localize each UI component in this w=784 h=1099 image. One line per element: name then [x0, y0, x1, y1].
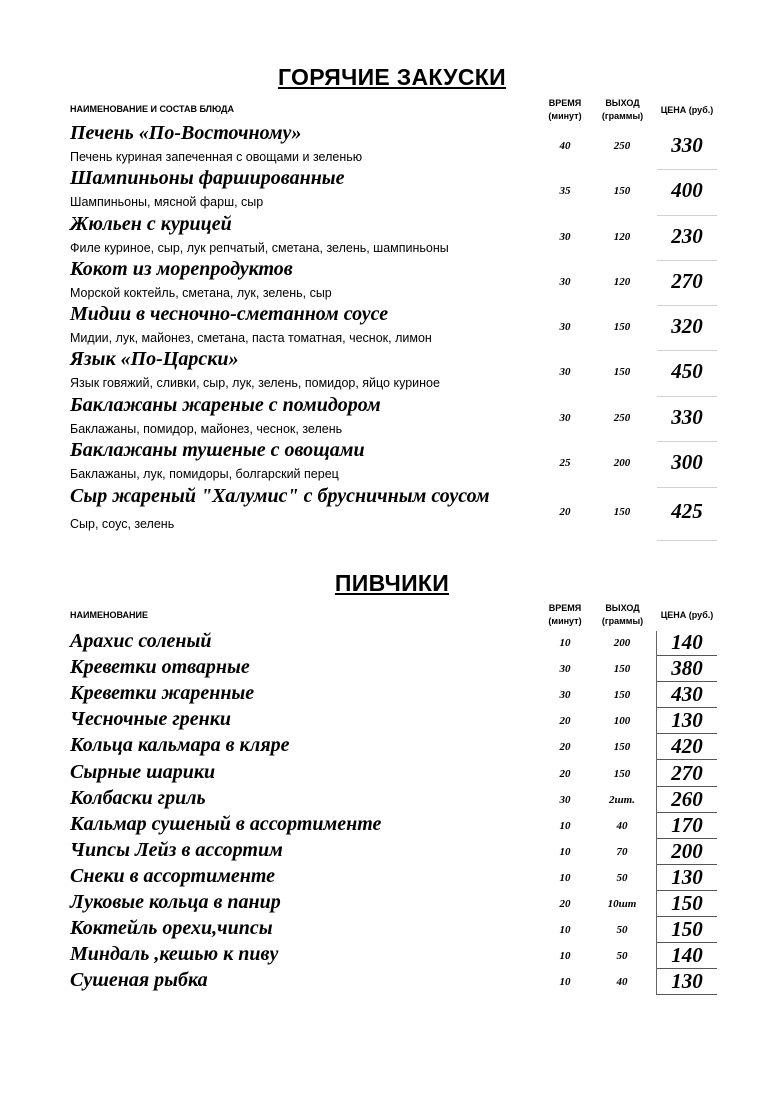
item-price: 425 [671, 499, 703, 523]
dish-description: Сыр, соус, зелень [70, 517, 175, 531]
portion-weight: 250 [613, 412, 631, 424]
item-price: 270 [671, 269, 703, 293]
item-price: 140 [671, 630, 703, 654]
portion-weight: 120 [613, 231, 631, 243]
item-price: 260 [671, 787, 703, 811]
dish-name: Сушеная рыбка [70, 969, 208, 991]
cook-time: 30 [559, 276, 571, 288]
item-price: 380 [671, 656, 703, 680]
item-price: 400 [671, 178, 703, 202]
row-divider [657, 215, 717, 216]
portion-weight: 150 [613, 366, 631, 378]
column-header-output [595, 97, 650, 123]
item-price: 330 [671, 405, 703, 429]
dish-description: Печень куриная запеченная с овощами и зеленью [70, 150, 363, 164]
cook-time: 20 [559, 506, 571, 518]
dish-name: Баклажаны жареные с помидором [70, 394, 381, 416]
item-price: 430 [671, 682, 703, 706]
column-header-time-label: ВРЕМЯ [548, 98, 582, 108]
dish-description: Баклажаны, помидор, майонез, чеснок, зелень [70, 422, 343, 436]
cook-time: 10 [559, 820, 571, 832]
cook-time: 20 [559, 741, 571, 753]
cook-time: 30 [559, 321, 571, 333]
cook-time: 20 [559, 768, 571, 780]
portion-weight: 150 [613, 768, 631, 780]
dish-description: Филе куриное, сыр, лук репчатый, сметана, зелень, шампиньоны [70, 241, 449, 255]
portion-weight: 100 [613, 715, 631, 727]
column-header-name-beer: НАИМЕНОВАНИЕ [70, 610, 148, 620]
cook-time: 30 [559, 689, 571, 701]
item-price: 320 [671, 314, 703, 338]
dish-name: Снеки в ассортименте [70, 865, 276, 887]
row-divider [657, 540, 717, 541]
cook-time: 10 [559, 976, 571, 988]
column-header-time-unit: (минут) [548, 616, 582, 626]
item-price: 150 [671, 917, 703, 941]
row-divider [657, 305, 717, 306]
price-column-border [656, 631, 657, 995]
portion-weight: 200 [613, 457, 631, 469]
dish-description: Мидии, лук, майонез, сметана, паста томатная, чеснок, лимон [70, 331, 432, 345]
dish-description: Язык говяжий, сливки, сыр, лук, зелень, помидор, яйцо куриное [70, 376, 440, 390]
cook-time: 10 [559, 637, 571, 649]
dish-name: Баклажаны тушеные с овощами [70, 439, 365, 461]
portion-weight: 50 [616, 924, 628, 936]
row-divider [657, 169, 717, 170]
section-title-beer: ПИВЧИКИ [334, 570, 450, 596]
dish-name: Луковые кольца в панир [70, 891, 281, 913]
row-divider [657, 260, 717, 261]
item-price: 270 [671, 761, 703, 785]
column-header-output-label: ВЫХОД [605, 603, 640, 613]
column-header-output-unit: (граммы) [601, 616, 644, 626]
dish-name: Шампиньоны фаршированные [70, 167, 345, 189]
portion-weight: 120 [613, 276, 631, 288]
portion-weight: 50 [616, 950, 628, 962]
item-price: 150 [671, 891, 703, 915]
column-header-time [540, 97, 590, 123]
portion-weight: 2шт. [608, 794, 636, 806]
row-divider [657, 994, 717, 995]
dish-name: Коктейль орехи,чипсы [70, 917, 273, 939]
cook-time: 10 [559, 872, 571, 884]
column-header-output-label: ВЫХОД [605, 98, 640, 108]
cook-time: 10 [559, 950, 571, 962]
item-price: 200 [671, 839, 703, 863]
cook-time: 30 [559, 412, 571, 424]
dish-name: Сыр жареный "Халумис" с брусничным соусом [70, 485, 490, 507]
column-header-name: НАИМЕНОВАНИЕ И СОСТАВ БЛЮДА [70, 104, 234, 114]
dish-name: Креветки жаренные [70, 682, 255, 704]
dish-name: Миндаль ,кешью к пиву [70, 943, 279, 965]
portion-weight: 250 [613, 140, 631, 152]
dish-description: Баклажаны, лук, помидоры, болгарский перец [70, 467, 339, 481]
item-price: 140 [671, 943, 703, 967]
portion-weight: 50 [616, 872, 628, 884]
portion-weight: 150 [613, 663, 631, 675]
cook-time: 30 [559, 663, 571, 675]
dish-name: Язык «По-Царски» [70, 348, 239, 370]
cook-time: 30 [559, 366, 571, 378]
cook-time: 20 [559, 715, 571, 727]
item-price: 130 [671, 969, 703, 993]
item-price: 130 [671, 865, 703, 889]
column-header-time-unit: (минут) [548, 111, 582, 121]
dish-name: Чипсы Лейз в ассортим [70, 839, 283, 861]
cook-time: 20 [559, 898, 571, 910]
portion-weight: 150 [613, 741, 631, 753]
row-divider [657, 441, 717, 442]
dish-name: Креветки отварные [70, 656, 250, 678]
cook-time: 40 [559, 140, 571, 152]
portion-weight: 200 [613, 637, 631, 649]
dish-name: Арахис соленый [70, 630, 212, 652]
cook-time: 25 [559, 457, 571, 469]
cook-time: 10 [559, 924, 571, 936]
row-divider [657, 350, 717, 351]
cook-time: 30 [559, 794, 571, 806]
portion-weight: 10шт [607, 898, 637, 910]
column-header-price: ЦЕНА (руб.) [660, 105, 714, 115]
item-price: 170 [671, 813, 703, 837]
portion-weight: 40 [616, 820, 628, 832]
cook-time: 10 [559, 846, 571, 858]
item-price: 300 [671, 450, 703, 474]
column-header-price-beer: ЦЕНА (руб.) [660, 610, 714, 620]
section-title-hot: ГОРЯЧИЕ ЗАКУСКИ [278, 64, 506, 90]
item-price: 330 [671, 133, 703, 157]
column-header-time-label: ВРЕМЯ [548, 603, 582, 613]
cook-time: 30 [559, 231, 571, 243]
dish-name: Кольца кальмара в кляре [70, 734, 290, 756]
row-divider [657, 759, 717, 760]
dish-name: Жюльен с курицей [70, 213, 232, 235]
portion-weight: 70 [616, 846, 628, 858]
portion-weight: 150 [613, 689, 631, 701]
item-price: 450 [671, 359, 703, 383]
item-price: 130 [671, 708, 703, 732]
dish-description: Морской коктейль, сметана, лук, зелень, сыр [70, 286, 332, 300]
row-divider [657, 487, 717, 488]
dish-name: Сырные шарики [70, 761, 216, 783]
column-header-output-unit: (граммы) [601, 111, 644, 121]
portion-weight: 150 [613, 185, 631, 197]
dish-name: Мидии в чесночно-сметанном соусе [70, 303, 389, 325]
cook-time: 35 [559, 185, 571, 197]
dish-name: Кальмар сушеный в ассортименте [70, 813, 382, 835]
item-price: 230 [671, 224, 703, 248]
portion-weight: 40 [616, 976, 628, 988]
dish-name: Кокот из морепродуктов [70, 258, 293, 280]
portion-weight: 150 [613, 506, 631, 518]
row-divider [657, 396, 717, 397]
item-price: 420 [671, 734, 703, 758]
dish-description: Шампиньоны, мясной фарш, сыр [70, 195, 264, 209]
dish-name: Печень «По-Восточному» [70, 122, 302, 144]
column-header-time-beer [540, 602, 590, 628]
column-header-output-beer [595, 602, 650, 628]
portion-weight: 150 [613, 321, 631, 333]
dish-name: Колбаски гриль [70, 787, 206, 809]
dish-name: Чесночные гренки [70, 708, 232, 730]
